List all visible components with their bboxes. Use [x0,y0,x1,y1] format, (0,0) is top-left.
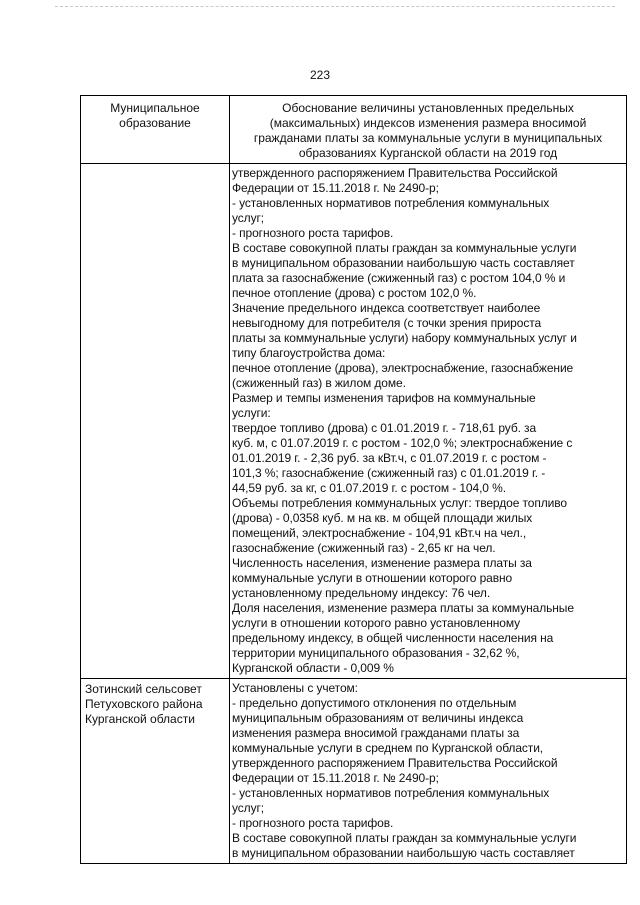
justification-text-line: В составе совокупной платы граждан за коммунальные услуги [232,831,577,845]
justification-text-line: в муниципальном образовании наибольшую часть составляет [232,256,575,270]
municipality-cell [81,679,230,864]
header-municipality [81,96,230,164]
justification-text-line: (дрова) - 0,0358 куб. м на кв. м общей площади жилых [232,511,533,525]
justification-text-line: 01.01.2019 г. - 2,36 руб. за кВт.ч, с 01.07.2019 г. с ростом - [232,451,547,465]
justification-text-line: помещений, электроснабжение - 104,91 кВт.ч на чел., [232,526,527,540]
justification-text-line: - прогнозного роста тарифов. [232,226,394,240]
justification-text-line: коммунальные услуги в отношении которого равно [232,571,513,585]
scan-artifact-line [55,6,615,7]
justification-text-line: территории муниципального образования - 32,62 %, [232,646,520,660]
justification-text-line: Численность населения, изменение размера платы за [232,556,532,570]
justification-cell [230,679,627,864]
table-row [81,679,627,864]
justification-text-line: Доля населения, изменение размера платы за коммунальные [232,601,574,615]
justification-text-line: услуги: [232,406,271,420]
justification-text-line: - установленных нормативов потребления коммунальных [232,786,550,800]
municipality-name-line: Петуховского района [85,697,203,711]
header-municipality-line: Муниципальное [110,101,200,115]
justification-text-line: Размер и темпы изменения тарифов на коммунальные [232,391,536,405]
table-header-row [81,96,627,164]
justification-text-line: платы за коммунальные услуги) набору коммунальных услуг и [232,331,577,345]
municipality-name-line: Курганской области [85,712,195,726]
justification-text-line: предельному индексу, в общей численности населения на [232,631,554,645]
table-row [81,164,627,679]
justification-text-line: утвержденного распоряжением Правительства Российской [232,756,558,770]
page-number: 223 [309,68,331,82]
justification-text-line: (сжиженный газ) в жилом доме. [232,376,406,390]
justification-text-line: установленному предельному индексу: 76 чел. [232,586,491,600]
municipality-cell [81,164,230,679]
justification-text-line: куб. м, с 01.07.2019 г. с ростом - 102,0 %; электроснабжение с [232,436,573,450]
justification-text-line: услуги в отношении которого равно установленному [232,616,521,630]
justification-text-line: утвержденного распоряжением Правительства Российской [232,166,558,180]
justification-text-line: 101,3 %; газоснабжение (сжиженный газ) с 01.01.2019 г. - [232,466,546,480]
justification-text-line: Федерации от 15.11.2018 г. № 2490-р; [232,771,439,785]
justification-text-line: типу благоустройства дома: [232,346,386,360]
justification-text-line: услуг; [232,211,264,225]
municipality-name-line: Зотинский сельсовет [85,682,202,696]
header-justification-line: Обоснование величины установленных предельных [282,101,574,115]
justification-text-line: - предельно допустимого отклонения по отдельным [232,696,517,710]
justification-text-line: - прогнозного роста тарифов. [232,816,394,830]
justification-text-line: печное отопление (дрова) с ростом 102,0 %. [232,286,477,300]
justification-text-line: - установленных нормативов потребления коммунальных [232,196,550,210]
header-municipality-line: образование [119,116,191,130]
justification-text-line: В составе совокупной платы граждан за коммунальные услуги [232,241,577,255]
header-justification [230,96,627,164]
justification-text-line: Установлены с учетом: [232,681,358,695]
header-justification-line: (максимальных) индексов изменения размера вносимой [269,116,587,130]
justification-text-line: услуг; [232,801,264,815]
tariff-justification-table [80,95,627,864]
justification-text-line: твердое топливо (дрова) с 01.01.2019 г. - 718,61 руб. за [232,421,537,435]
justification-text-line: в муниципальном образовании наибольшую часть составляет [232,846,575,860]
justification-text-line: невыгодному для потребителя (с точки зрения прироста [232,316,542,330]
justification-text-line: Курганской области - 0,009 % [232,661,394,675]
justification-text-line: 44,59 руб. за кг, с 01.07.2019 г. с ростом - 104,0 %. [232,481,506,495]
justification-text-line: коммунальные услуги в среднем по Курганской области, [232,741,544,755]
justification-text-line: изменения размера вносимой гражданами платы за [232,726,520,740]
justification-text-line: Объемы потребления коммунальных услуг: твердое топливо [232,496,567,510]
justification-text-line: плата за газоснабжение (сжиженный газ) с ростом 104,0 % и [232,271,566,285]
justification-cell [230,164,627,679]
justification-text-line: печное отопление (дрова), электроснабжение, газоснабжение [232,361,574,375]
header-justification-line: образованиях Курганской области на 2019 год [298,146,558,160]
justification-text-line: Значение предельного индекса соответствует наиболее [232,301,541,315]
justification-text-line: муниципальным образованиям от величины индекса [232,711,524,725]
justification-text-line: газоснабжение (сжиженный газ) - 2,65 кг на чел. [232,541,496,555]
justification-text-line: Федерации от 15.11.2018 г. № 2490-р; [232,181,439,195]
header-justification-line: гражданами платы за коммунальные услуги в муниципальных [253,131,603,145]
